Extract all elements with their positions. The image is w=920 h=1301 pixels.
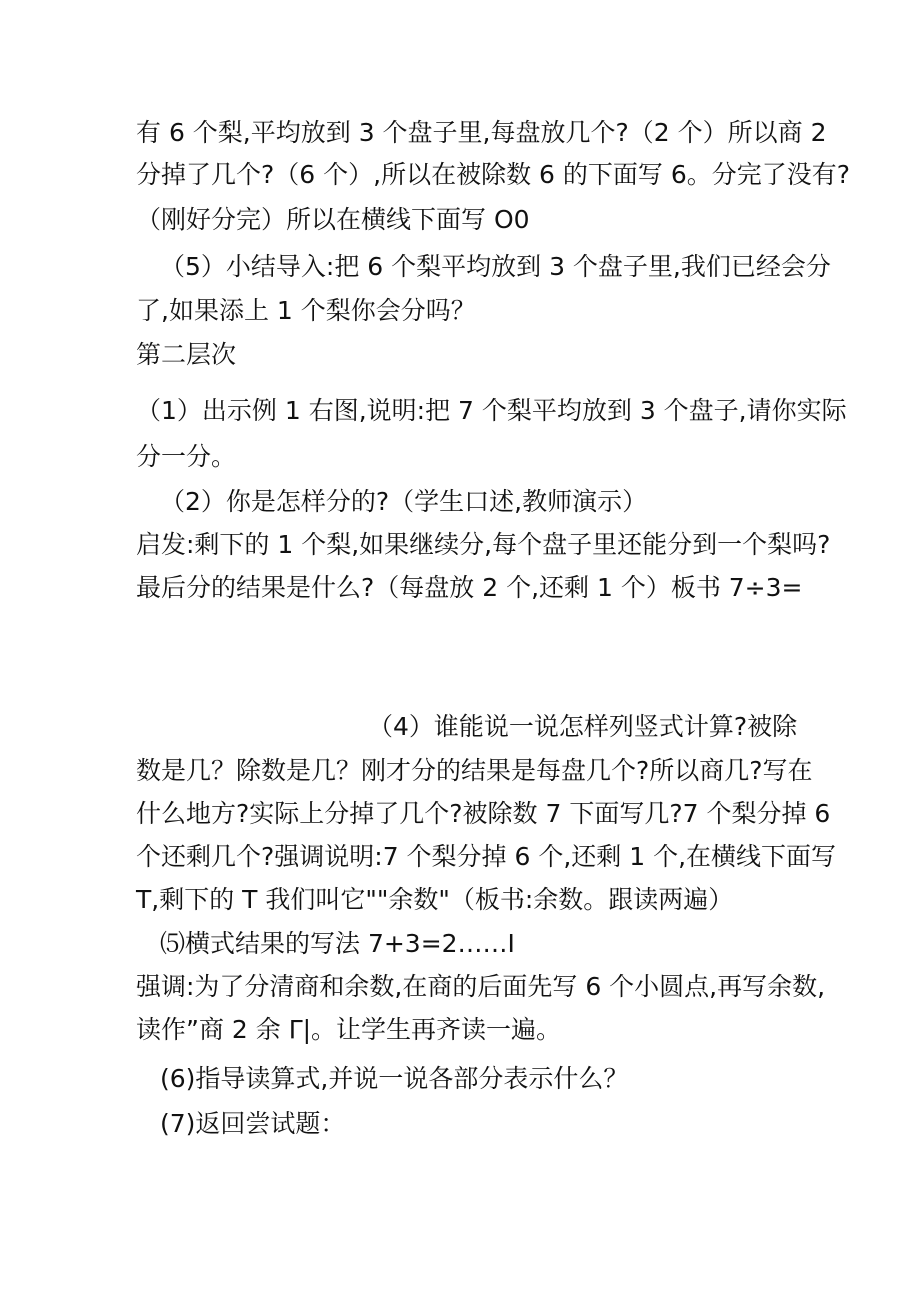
text-line-8: 分一分。 — [136, 442, 237, 471]
text-line-4: （5）小结导入:把 6 个梨平均放到 3 个盘子里,我们已经会分 — [160, 252, 831, 281]
section-heading: 第二层次 — [136, 340, 237, 369]
text-line-15: 个还剩几个?强调说明:7 个梨分掉 6 个,还剩 1 个,在横线下面写 — [136, 842, 837, 871]
text-line-17: ⑸横式结果的写法 7+3=2……I — [160, 929, 515, 958]
text-line-12: （4）谁能说一说怎样列竖式计算?被除 — [368, 712, 798, 741]
text-line-19: 读作”商 2 余 Γ|。让学生再齐读一遍。 — [136, 1015, 562, 1044]
text-line-18: 强调:为了分清商和余数,在商的后面先写 6 个小圆点,再写余数, — [136, 972, 826, 1001]
text-line-13: 数是几？除数是几？刚才分的结果是每盘几个?所以商几?写在 — [136, 756, 813, 785]
text-line-16: T,剩下的 T 我们叫它""余数"（板书:余数。跟读两遍） — [136, 885, 734, 914]
text-line-7: （1）出示例 1 右图,说明:把 7 个梨平均放到 3 个盘子,请你实际 — [136, 396, 847, 425]
text-line-9: （2）你是怎样分的?（学生口述,教师演示） — [160, 487, 648, 516]
text-line-20: (6)指导读算式,并说一说各部分表示什么？ — [160, 1064, 629, 1093]
text-line-5: 了,如果添上 1 个梨你会分吗？ — [136, 296, 476, 325]
text-line-2: 分掉了几个?（6 个）,所以在被除数 6 的下面写 6。分完了没有? — [136, 160, 850, 189]
text-line-11: 最后分的结果是什么?（每盘放 2 个,还剩 1 个）板书 7÷3= — [136, 573, 803, 602]
text-line-21: (7)返回尝试题： — [160, 1109, 346, 1138]
text-line-1: 有 6 个梨,平均放到 3 个盘子里,每盘放几个?（2 个）所以商 2 — [136, 118, 827, 147]
text-line-3: （刚好分完）所以在横线下面写 O0 — [136, 205, 530, 234]
text-line-14: 什么地方?实际上分掉了几个?被除数 7 下面写几?7 个梨分掉 6 — [136, 799, 831, 828]
text-line-10: 启发:剩下的 1 个梨,如果继续分,每个盘子里还能分到一个梨吗? — [136, 530, 831, 559]
